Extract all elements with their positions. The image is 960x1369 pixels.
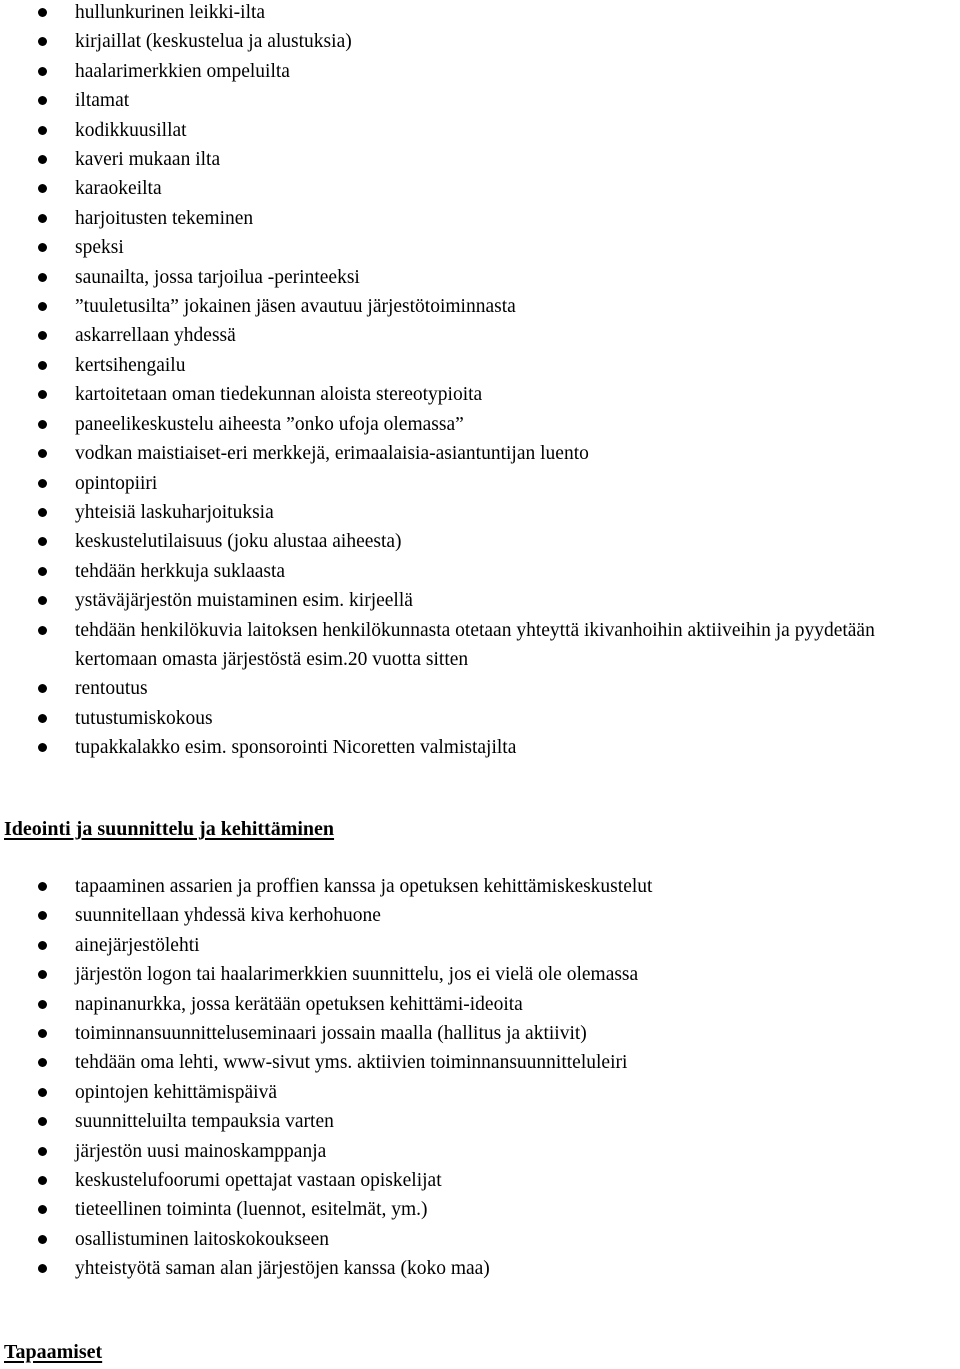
list-item-text: suunnitteluilta tempauksia varten xyxy=(75,1111,334,1133)
list-item-text: kaveri mukaan ilta xyxy=(75,149,221,171)
list-item xyxy=(0,990,960,1019)
list-item-text: askarrellaan yhdessä xyxy=(75,325,236,347)
list-item xyxy=(0,616,960,675)
list-item-text: yhteistyötä saman alan järjestöjen kanssa (koko maa) xyxy=(75,1258,490,1280)
bullet-icon xyxy=(38,37,47,46)
list-item xyxy=(0,1137,960,1166)
bullet-icon xyxy=(38,184,47,193)
list-item-text: järjestön uusi mainoskamppanja xyxy=(75,1140,327,1162)
list-item-text: tehdään herkkuja suklaasta xyxy=(75,560,286,582)
list-item xyxy=(0,1048,960,1077)
list-item-text: karaokeilta xyxy=(75,178,162,200)
bullet-icon xyxy=(38,743,47,752)
list-item-text: tupakkalakko esim. sponsorointi Nicoretten valmistajilta xyxy=(75,737,517,759)
bullet-icon xyxy=(38,882,47,891)
planning-list xyxy=(0,872,960,1284)
list-item xyxy=(0,86,960,115)
bullet-icon xyxy=(38,1147,47,1156)
bullet-icon xyxy=(38,537,47,546)
list-item-text: keskustelufoorumi opettajat vastaan opiskelijat xyxy=(75,1170,442,1192)
list-item-text: tapaaminen assarien ja proffien kanssa ja opetuksen kehittämiskeskustelut xyxy=(75,876,653,897)
list-item xyxy=(0,351,960,380)
list-item xyxy=(0,116,960,145)
list-item-text: kodikkuusillat xyxy=(75,119,187,141)
bullet-icon xyxy=(38,1000,47,1009)
bullet-icon xyxy=(38,970,47,979)
bullet-icon xyxy=(38,626,47,635)
list-item-text: suunnitellaan yhdessä kiva kerhohuone xyxy=(75,905,381,927)
list-item-text: yhteisiä laskuharjoituksia xyxy=(75,501,274,523)
list-item-text: paneelikeskustelu aiheesta ”onko ufoja olemassa” xyxy=(75,413,464,435)
list-item-text: kertsihengailu xyxy=(75,354,186,376)
list-item-text: haalarimerkkien ompeluilta xyxy=(75,60,290,82)
list-item xyxy=(0,292,960,321)
bullet-icon xyxy=(38,96,47,105)
bullet-icon xyxy=(38,302,47,311)
list-item xyxy=(0,204,960,233)
bullet-icon xyxy=(38,1029,47,1038)
list-item xyxy=(0,557,960,586)
list-item xyxy=(0,931,960,960)
list-item xyxy=(0,1254,960,1283)
list-item xyxy=(0,57,960,86)
bullet-icon xyxy=(38,1058,47,1067)
bullet-icon xyxy=(38,214,47,223)
bullet-icon xyxy=(38,243,47,252)
bullet-icon xyxy=(38,420,47,429)
list-item xyxy=(0,527,960,556)
list-item xyxy=(0,380,960,409)
list-item-text: tehdään henkilökuvia laitoksen henkilökunnasta otetaan yhteyttä ikivanhoihin aktiiveihin ja pyydetään kertomaan omasta järjestöstä esim.20 vuotta sitten xyxy=(75,619,875,670)
bullet-icon xyxy=(38,273,47,282)
bullet-icon xyxy=(38,449,47,458)
list-item xyxy=(0,586,960,615)
list-item xyxy=(0,469,960,498)
list-item-text: ystäväjärjestön muistaminen esim. kirjeellä xyxy=(75,590,413,612)
list-item-text: tutustumiskokous xyxy=(75,707,213,729)
list-item-text: speksi xyxy=(75,237,124,259)
list-item-text: ”tuuletusilta” jokainen jäsen avautuu järjestötoiminnasta xyxy=(75,296,516,318)
list-item xyxy=(0,0,960,27)
bullet-icon xyxy=(38,331,47,340)
bullet-icon xyxy=(38,8,47,17)
list-item xyxy=(0,233,960,262)
list-item xyxy=(0,704,960,733)
list-item xyxy=(0,145,960,174)
bullet-icon xyxy=(38,1117,47,1126)
bullet-icon xyxy=(38,155,47,164)
bullet-icon xyxy=(38,361,47,370)
list-item-text: hullunkurinen leikki-ilta xyxy=(75,2,266,23)
list-item xyxy=(0,410,960,439)
bullet-icon xyxy=(38,567,47,576)
list-item xyxy=(0,439,960,468)
list-item xyxy=(0,1195,960,1224)
bullet-icon xyxy=(38,67,47,76)
list-item xyxy=(0,901,960,930)
list-item xyxy=(0,321,960,350)
list-item-text: iltamat xyxy=(75,90,130,112)
list-item-text: saunailta, jossa tarjoilua -perinteeksi xyxy=(75,266,360,288)
bullet-icon xyxy=(38,1235,47,1244)
list-item-text: osallistuminen laitoskokoukseen xyxy=(75,1228,330,1250)
list-item xyxy=(0,674,960,703)
list-item xyxy=(0,1078,960,1107)
list-item xyxy=(0,498,960,527)
list-item-text: rentoutus xyxy=(75,678,148,700)
list-item-text: järjestön logon tai haalarimerkkien suunnittelu, jos ei vielä ole olemassa xyxy=(75,964,639,986)
bullet-icon xyxy=(38,508,47,517)
bullet-icon xyxy=(38,126,47,135)
bullet-icon xyxy=(38,1088,47,1097)
list-item xyxy=(0,1019,960,1048)
list-item xyxy=(0,174,960,203)
section-heading-ideointi: Ideointi ja suunnittelu ja kehittäminen xyxy=(4,818,335,840)
list-item-text: opintopiiri xyxy=(75,472,158,494)
bullet-icon xyxy=(38,1264,47,1273)
bullet-icon xyxy=(38,390,47,399)
bullet-icon xyxy=(38,941,47,950)
list-item-text: opintojen kehittämispäivä xyxy=(75,1081,277,1103)
bullet-icon xyxy=(38,596,47,605)
list-item xyxy=(0,263,960,292)
list-item-text: keskustelutilaisuus (joku alustaa aiheesta) xyxy=(75,531,402,553)
bullet-icon xyxy=(38,1176,47,1185)
list-item xyxy=(0,1107,960,1136)
list-item-text: ainejärjestölehti xyxy=(75,934,200,956)
list-item xyxy=(0,1166,960,1195)
list-item-text: kirjaillat (keskustelua ja alustuksia) xyxy=(75,31,352,53)
bullet-icon xyxy=(38,479,47,488)
list-item-text: tieteellinen toiminta (luennot, esitelmät, ym.) xyxy=(75,1199,428,1221)
list-item-text: harjoitusten tekeminen xyxy=(75,207,254,229)
bullet-icon xyxy=(38,684,47,693)
list-item-text: vodkan maistiaiset-eri merkkejä, erimaalaisia-asiantuntijan luento xyxy=(75,443,589,465)
list-item xyxy=(0,872,960,901)
list-item-text: napinanurkka, jossa kerätään opetuksen kehittämi-ideoita xyxy=(75,993,523,1015)
list-item xyxy=(0,733,960,762)
bullet-icon xyxy=(38,911,47,920)
bullet-icon xyxy=(38,1205,47,1214)
section-heading-tapaamiset: Tapaamiset xyxy=(4,1341,103,1363)
bullet-icon xyxy=(38,714,47,723)
list-item xyxy=(0,1225,960,1254)
list-item-text: tehdään oma lehti, www-sivut yms. aktiivien toiminnansuunnitteluleiri xyxy=(75,1052,628,1074)
list-item xyxy=(0,27,960,56)
list-item xyxy=(0,960,960,989)
list-item-text: toiminnansuunnitteluseminaari jossain maalla (hallitus ja aktiivit) xyxy=(75,1023,587,1045)
list-item-text: kartoitetaan oman tiedekunnan aloista stereotypioita xyxy=(75,384,483,406)
